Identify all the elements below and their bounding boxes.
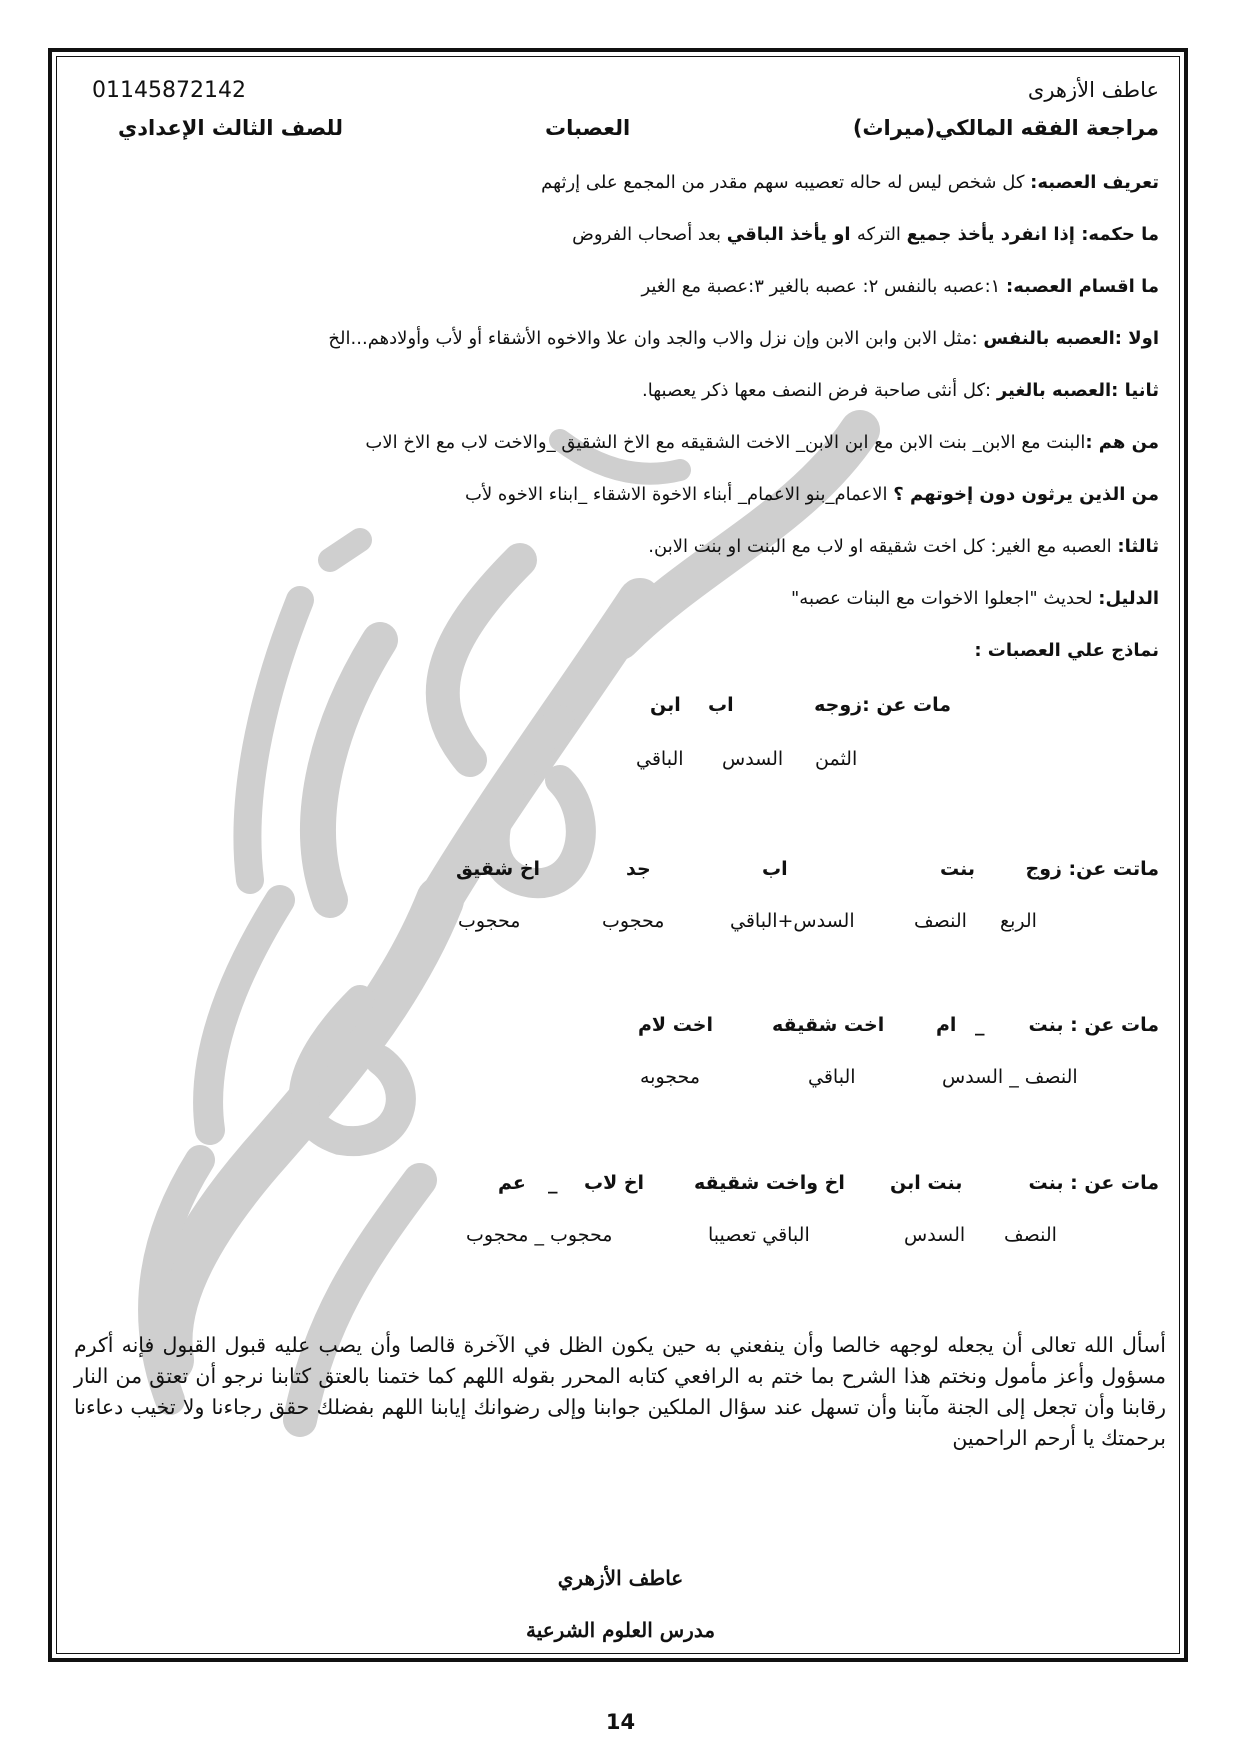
line-text: :كل أنثى صاحبة فرض النصف معها ذكر يعصبها. [642, 380, 997, 401]
inherit-without-siblings-line [465, 484, 1159, 505]
ex4-heir: اخ واخت شقيقه [694, 1172, 845, 1194]
line-text: لحديث "اجعلوا الاخوات مع البنات عصبه" [791, 588, 1099, 609]
ex4-heir: مات عن : بنت [1028, 1172, 1159, 1194]
line-label: ما حكمه: [1081, 224, 1159, 245]
evidence-line [791, 588, 1159, 609]
line-label: ثانيا :العصبه بالغير [996, 380, 1159, 401]
line-text: :مثل الابن وابن الابن وإن نزل والاب والجد وان علا والاخوه الأشقاء أو لأب وأولادهم...الخ [328, 328, 984, 349]
ex3-heir: اخت شقيقه [772, 1014, 885, 1036]
ex1-heir: مات عن :زوجه [814, 694, 951, 716]
definition-line [541, 172, 1159, 193]
closing-prayer: أسأل الله تعالى أن يجعله لوجهه خالصا وأن ينفعني به حين يكون الظل في الآخرة قالصا وأن يصب عليه قبول القبول فإنه أكرم مسؤول وأعز مأمول ونختم هذا الشرح بما ختم به الرافعي كتابه المحرر بقوله اللهم كما ختمنا بالعتق كتابنا نرجو أن تعتق من النار رقابنا وأن تجعل إلى الجنة مآبنا وأن تسهل عند سؤال الملكين جوابنا وإلى رضوانك إيابنا اللهم بفضلك حقق رجاءنا ولا تخيب دعاءنا برحمتك يا أرحم الراحمين [74, 1333, 1166, 1450]
ex3-share: الباقي [808, 1066, 856, 1088]
ruling-line [572, 224, 1159, 245]
line-text: التركه [856, 224, 907, 245]
ex1-share: الباقي [636, 748, 684, 770]
ex2-share: محجوب [602, 910, 665, 932]
ex4-heir: اخ لاب [584, 1172, 645, 1194]
who-are-they-line [365, 432, 1159, 453]
ex2-share: السدس+الباقي [730, 910, 855, 932]
ex3-heir: اخت لام [638, 1014, 714, 1036]
author-name: عاطف الأزهرى [1027, 78, 1159, 102]
ex3-heir: _ [975, 1014, 985, 1036]
review-title: مراجعة الفقه المالكي(ميراث) [852, 116, 1159, 140]
third-type-line [648, 536, 1159, 557]
line-text: بعد أصحاب الفروض [572, 224, 727, 245]
line-label: نماذج علي العصبات : [974, 640, 1159, 661]
line-label: ثالثا: [1117, 536, 1159, 557]
ex2-heir: جد [626, 858, 651, 880]
first-type-line [328, 328, 1159, 349]
topic-title: العصبات [545, 116, 631, 140]
ex4-heir: _ [548, 1172, 558, 1194]
ex4-share: السدس [904, 1224, 966, 1246]
line-label: الدليل: [1098, 588, 1159, 609]
ex2-heir: اب [762, 858, 788, 880]
ex1-heir: ابن [650, 694, 681, 716]
ex1-heir: اب [708, 694, 734, 716]
ex4-heir: بنت ابن [890, 1172, 963, 1194]
ex1-share: الثمن [815, 748, 858, 770]
grade-label: للصف الثالث الإعدادي [118, 116, 343, 140]
ex2-share: الربع [1000, 910, 1037, 932]
ex4-heir: عم [498, 1172, 526, 1194]
ex3-heir: ام [936, 1014, 957, 1036]
line-label: من الذين يرثون دون إخوتهم ؟ [893, 484, 1159, 505]
ex3-share: النصف _ السدس [942, 1066, 1078, 1088]
line-text: العصبه مع الغير: كل اخت شقيقه او لاب مع البنت او بنت الابن. [648, 536, 1118, 557]
second-type-line [642, 380, 1159, 401]
ex2-share: النصف [914, 910, 967, 932]
line-label: ما اقسام العصبه: [1006, 276, 1159, 297]
line-label: اولا :العصبه بالنفس [983, 328, 1159, 349]
ex2-heir: اخ شقيق [456, 858, 541, 880]
page-number: 14 [605, 1710, 636, 1734]
ex4-share: الباقي تعصيبا [708, 1224, 810, 1246]
examples-heading [974, 640, 1159, 661]
ex2-heir: ماتت عن: زوج [1025, 858, 1159, 880]
signature-title: مدرس العلوم الشرعية [525, 1618, 716, 1642]
ex3-heir: مات عن : بنت [1028, 1014, 1159, 1036]
line-bold-text: او يأخذ الباقي [726, 224, 857, 245]
line-label: من هم : [1085, 432, 1159, 453]
line-text: كل شخص ليس له حاله تعصيبه سهم مقدر من المجمع على إرثهم [541, 172, 1031, 193]
ex1-share: السدس [722, 748, 784, 770]
line-text: ١:عصبه بالنفس ٢: عصبه بالغير ٣:عصبة مع الغير [641, 276, 1007, 297]
ex3-share: محجوبه [640, 1066, 700, 1088]
ex4-share: محجوب _ محجوب [466, 1224, 613, 1246]
line-label: تعريف العصبه: [1030, 172, 1159, 193]
divisions-line [642, 276, 1160, 297]
ex2-share: محجوب [458, 910, 521, 932]
phone-number: 01145872142 [92, 78, 246, 103]
line-bold-text: إذا انفرد يأخذ جميع [906, 224, 1082, 245]
signature-name: عاطف الأزهري [557, 1566, 684, 1590]
line-text: البنت مع الابن_ بنت الابن مع ابن الابن_ الاخت الشقيقه مع الاخ الشقيق _والاخت لاب مع الاخ الاب [365, 432, 1086, 453]
line-text: الاعمام_بنو الاعمام_ أبناء الاخوة الاشقاء _ابناء الاخوه لأب [465, 484, 894, 505]
ex2-heir: بنت [940, 858, 976, 880]
ex4-share: النصف [1004, 1224, 1057, 1246]
